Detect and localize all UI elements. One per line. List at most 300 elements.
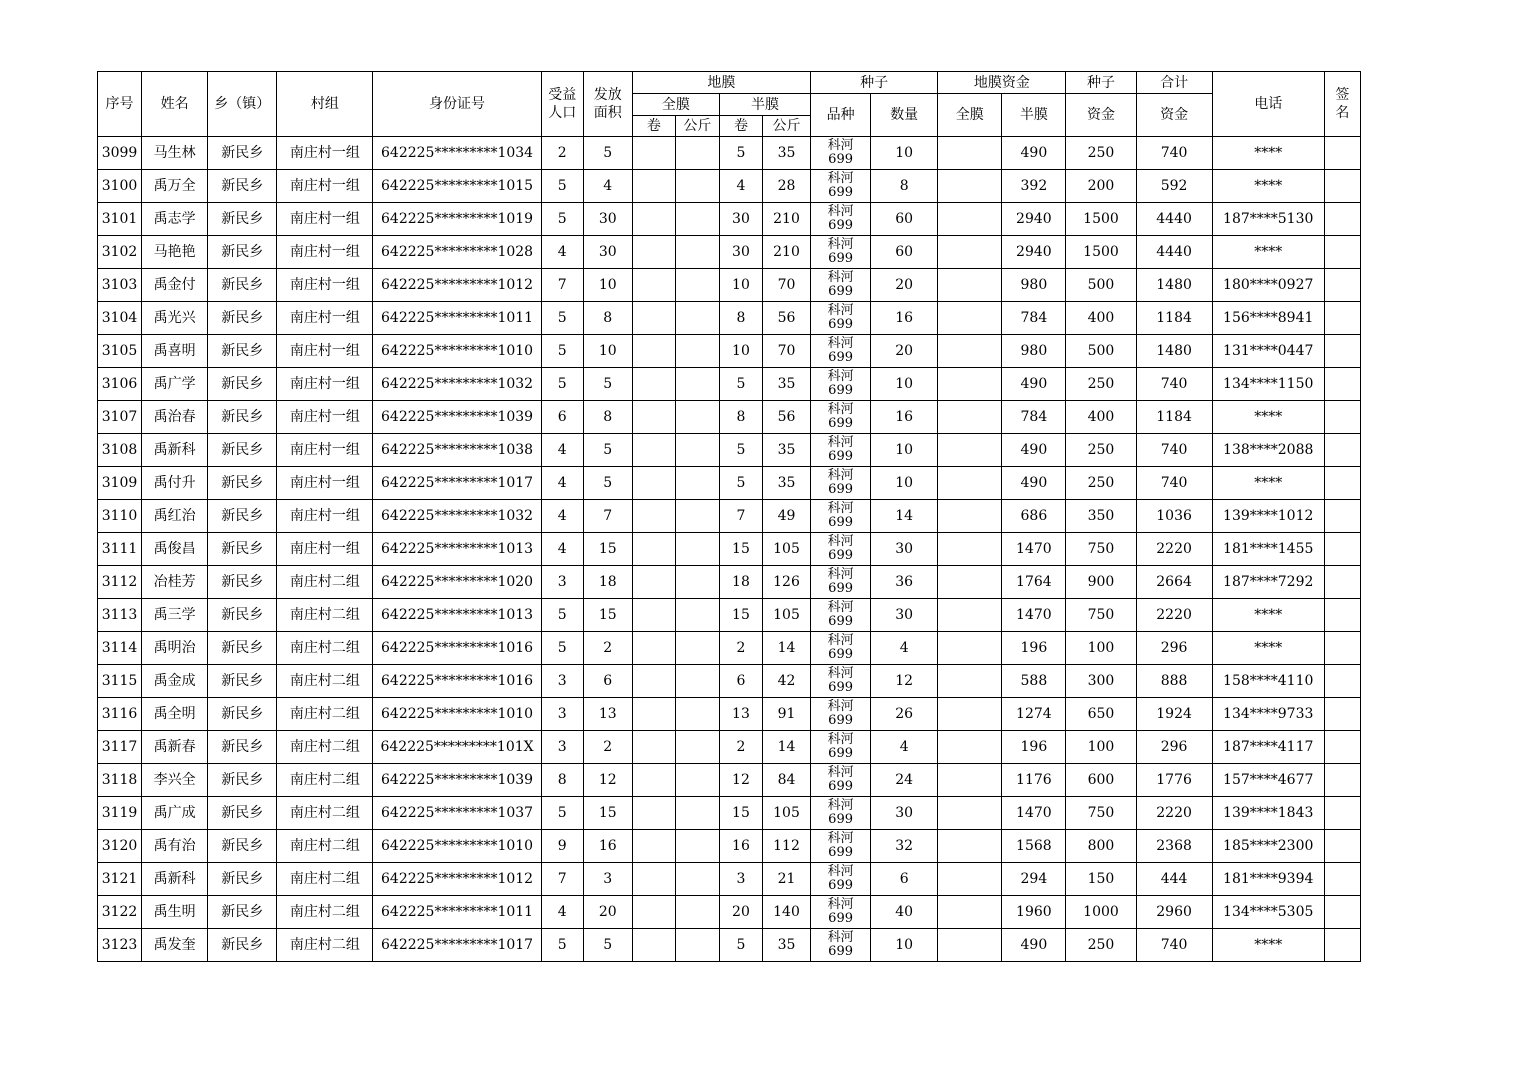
variety-line1: 科河 [827, 402, 854, 417]
cell-seed-fund: 250 [1066, 137, 1136, 170]
cell-area: 20 [583, 896, 632, 929]
cell-fund-full [938, 467, 1002, 500]
cell-half-kg: 105 [762, 533, 810, 566]
cell-total: 2368 [1136, 830, 1212, 863]
table-row [98, 533, 1361, 566]
table-row [98, 830, 1361, 863]
cell-seq: 3119 [98, 797, 142, 830]
header-name: 姓名 [142, 72, 208, 137]
cell-fund-half: 2940 [1002, 236, 1066, 269]
cell-fund-full [938, 368, 1002, 401]
cell-seed-fund: 300 [1066, 665, 1136, 698]
cell-seq: 3117 [98, 731, 142, 764]
cell-village-group: 南庄村一组 [277, 368, 373, 401]
variety-line2: 699 [828, 317, 853, 332]
cell-total: 740 [1136, 137, 1212, 170]
cell-beneficiaries: 5 [541, 368, 583, 401]
cell-quantity: 8 [871, 170, 938, 203]
cell-id-number: 642225*********1019 [373, 203, 541, 236]
cell-fund-half: 588 [1002, 665, 1066, 698]
cell-fund-half: 686 [1002, 500, 1066, 533]
cell-seq: 3105 [98, 335, 142, 368]
cell-quantity: 36 [871, 566, 938, 599]
variety-line2: 699 [828, 647, 853, 662]
variety-line2: 699 [828, 845, 853, 860]
cell-half-roll: 8 [719, 302, 762, 335]
cell-quantity: 60 [871, 236, 938, 269]
cell-sign [1324, 863, 1360, 896]
cell-beneficiaries: 2 [541, 137, 583, 170]
cell-phone: 134****5305 [1212, 896, 1324, 929]
cell-half-kg: 70 [762, 335, 810, 368]
cell-half-roll: 15 [719, 533, 762, 566]
cell-phone: **** [1212, 137, 1324, 170]
distribution-table [97, 71, 1361, 962]
cell-phone: **** [1212, 632, 1324, 665]
variety-line1: 科河 [827, 270, 854, 285]
cell-quantity: 20 [871, 335, 938, 368]
cell-beneficiaries: 7 [541, 863, 583, 896]
cell-area: 5 [583, 929, 632, 962]
cell-quantity: 10 [871, 368, 938, 401]
cell-fund-half: 196 [1002, 632, 1066, 665]
header-beneficiaries [541, 72, 583, 137]
cell-name: 禹三学 [142, 599, 208, 632]
cell-full-kg [675, 665, 719, 698]
cell-township: 新民乡 [208, 401, 277, 434]
cell-village-group: 南庄村一组 [277, 434, 373, 467]
cell-sign [1324, 929, 1360, 962]
cell-half-kg: 56 [762, 302, 810, 335]
cell-seq: 3111 [98, 533, 142, 566]
cell-village-group: 南庄村一组 [277, 302, 373, 335]
table-row [98, 467, 1361, 500]
cell-total: 592 [1136, 170, 1212, 203]
cell-id-number: 642225*********1038 [373, 434, 541, 467]
cell-phone: **** [1212, 401, 1324, 434]
cell-name: 禹新春 [142, 731, 208, 764]
cell-total: 1184 [1136, 302, 1212, 335]
cell-half-kg: 70 [762, 269, 810, 302]
cell-quantity: 4 [871, 632, 938, 665]
cell-sign [1324, 137, 1360, 170]
cell-township: 新民乡 [208, 170, 277, 203]
cell-village-group: 南庄村一组 [277, 269, 373, 302]
cell-quantity: 10 [871, 137, 938, 170]
header-half-roll: 卷 [719, 116, 762, 137]
cell-sign [1324, 599, 1360, 632]
cell-variety [811, 764, 871, 797]
cell-seq: 3115 [98, 665, 142, 698]
header-village-group: 村组 [277, 72, 373, 137]
cell-seed-fund: 900 [1066, 566, 1136, 599]
cell-phone: 180****0927 [1212, 269, 1324, 302]
table-row [98, 863, 1361, 896]
cell-fund-half: 294 [1002, 863, 1066, 896]
cell-fund-full [938, 929, 1002, 962]
cell-id-number: 642225*********1037 [373, 797, 541, 830]
table-body [98, 137, 1361, 962]
cell-fund-full [938, 698, 1002, 731]
cell-name: 禹明治 [142, 632, 208, 665]
table-row [98, 599, 1361, 632]
cell-total: 1184 [1136, 401, 1212, 434]
cell-name: 马艳艳 [142, 236, 208, 269]
variety-line1: 科河 [827, 798, 854, 813]
cell-name: 禹全明 [142, 698, 208, 731]
cell-total: 1480 [1136, 335, 1212, 368]
cell-full-roll [632, 434, 675, 467]
cell-half-kg: 140 [762, 896, 810, 929]
cell-village-group: 南庄村一组 [277, 401, 373, 434]
cell-fund-full [938, 269, 1002, 302]
cell-variety [811, 896, 871, 929]
cell-fund-half: 1470 [1002, 533, 1066, 566]
cell-name: 禹光兴 [142, 302, 208, 335]
cell-seed-fund: 750 [1066, 599, 1136, 632]
cell-sign [1324, 203, 1360, 236]
table-row [98, 236, 1361, 269]
header-area-line1: 发放 [593, 87, 622, 103]
cell-full-roll [632, 170, 675, 203]
cell-fund-half: 490 [1002, 368, 1066, 401]
cell-beneficiaries: 9 [541, 830, 583, 863]
cell-id-number: 642225*********1016 [373, 632, 541, 665]
cell-township: 新民乡 [208, 566, 277, 599]
cell-fund-full [938, 599, 1002, 632]
cell-variety [811, 863, 871, 896]
cell-quantity: 12 [871, 665, 938, 698]
cell-township: 新民乡 [208, 632, 277, 665]
table-header [98, 72, 1361, 137]
cell-id-number: 642225*********1010 [373, 698, 541, 731]
cell-id-number: 642225*********1020 [373, 566, 541, 599]
cell-full-roll [632, 896, 675, 929]
cell-full-kg [675, 863, 719, 896]
cell-seed-fund: 750 [1066, 533, 1136, 566]
header-sign-line1: 签 [1335, 87, 1350, 103]
cell-phone: 131****0447 [1212, 335, 1324, 368]
cell-phone: 158****4110 [1212, 665, 1324, 698]
cell-sign [1324, 830, 1360, 863]
cell-full-roll [632, 269, 675, 302]
cell-half-kg: 35 [762, 368, 810, 401]
cell-variety [811, 137, 871, 170]
variety-line1: 科河 [827, 171, 854, 186]
cell-fund-half: 784 [1002, 302, 1066, 335]
table-row [98, 929, 1361, 962]
cell-id-number: 642225*********1034 [373, 137, 541, 170]
cell-township: 新民乡 [208, 698, 277, 731]
cell-name: 马生林 [142, 137, 208, 170]
cell-half-kg: 14 [762, 632, 810, 665]
cell-variety [811, 533, 871, 566]
cell-id-number: 642225*********1012 [373, 269, 541, 302]
cell-full-kg [675, 203, 719, 236]
header-beneficiaries-line1: 受益 [548, 87, 577, 103]
cell-full-roll [632, 665, 675, 698]
cell-fund-half: 490 [1002, 467, 1066, 500]
cell-quantity: 30 [871, 533, 938, 566]
cell-full-roll [632, 401, 675, 434]
cell-seed-fund: 400 [1066, 302, 1136, 335]
cell-seq: 3113 [98, 599, 142, 632]
cell-fund-half: 392 [1002, 170, 1066, 203]
cell-beneficiaries: 5 [541, 797, 583, 830]
cell-quantity: 26 [871, 698, 938, 731]
cell-quantity: 60 [871, 203, 938, 236]
cell-variety [811, 368, 871, 401]
cell-full-roll [632, 302, 675, 335]
cell-fund-half: 980 [1002, 335, 1066, 368]
variety-line2: 699 [828, 911, 853, 926]
cell-township: 新民乡 [208, 533, 277, 566]
cell-full-roll [632, 797, 675, 830]
cell-fund-full [938, 302, 1002, 335]
cell-variety [811, 170, 871, 203]
cell-fund-half: 1274 [1002, 698, 1066, 731]
cell-fund-full [938, 533, 1002, 566]
cell-village-group: 南庄村二组 [277, 731, 373, 764]
cell-village-group: 南庄村二组 [277, 896, 373, 929]
cell-name: 禹金成 [142, 665, 208, 698]
cell-variety [811, 929, 871, 962]
cell-full-kg [675, 500, 719, 533]
cell-variety [811, 335, 871, 368]
cell-half-kg: 126 [762, 566, 810, 599]
cell-beneficiaries: 5 [541, 599, 583, 632]
cell-village-group: 南庄村二组 [277, 863, 373, 896]
table-row [98, 698, 1361, 731]
cell-variety [811, 632, 871, 665]
cell-sign [1324, 632, 1360, 665]
variety-line2: 699 [828, 152, 853, 167]
table-row [98, 434, 1361, 467]
variety-line1: 科河 [827, 336, 854, 351]
cell-phone: 139****1012 [1212, 500, 1324, 533]
cell-full-roll [632, 335, 675, 368]
cell-seed-fund: 500 [1066, 269, 1136, 302]
cell-beneficiaries: 5 [541, 929, 583, 962]
variety-line1: 科河 [827, 732, 854, 747]
variety-line2: 699 [828, 614, 853, 629]
cell-quantity: 16 [871, 401, 938, 434]
cell-half-roll: 30 [719, 203, 762, 236]
cell-half-roll: 5 [719, 368, 762, 401]
cell-beneficiaries: 7 [541, 269, 583, 302]
cell-village-group: 南庄村一组 [277, 203, 373, 236]
cell-area: 2 [583, 632, 632, 665]
cell-half-kg: 42 [762, 665, 810, 698]
cell-area: 30 [583, 203, 632, 236]
variety-line1: 科河 [827, 600, 854, 615]
header-phone: 电话 [1212, 72, 1324, 137]
cell-village-group: 南庄村一组 [277, 467, 373, 500]
cell-variety [811, 467, 871, 500]
variety-line1: 科河 [827, 897, 854, 912]
cell-fund-full [938, 500, 1002, 533]
cell-name: 禹金付 [142, 269, 208, 302]
cell-seq: 3109 [98, 467, 142, 500]
cell-half-kg: 112 [762, 830, 810, 863]
cell-township: 新民乡 [208, 896, 277, 929]
cell-half-kg: 84 [762, 764, 810, 797]
cell-beneficiaries: 3 [541, 698, 583, 731]
cell-full-roll [632, 203, 675, 236]
cell-seed-fund: 600 [1066, 764, 1136, 797]
cell-total: 1036 [1136, 500, 1212, 533]
table-row [98, 896, 1361, 929]
cell-township: 新民乡 [208, 830, 277, 863]
variety-line2: 699 [828, 482, 853, 497]
cell-beneficiaries: 5 [541, 170, 583, 203]
header-full-film: 全膜 [632, 94, 719, 116]
cell-quantity: 32 [871, 830, 938, 863]
cell-fund-half: 1764 [1002, 566, 1066, 599]
cell-sign [1324, 566, 1360, 599]
cell-township: 新民乡 [208, 137, 277, 170]
cell-phone: **** [1212, 929, 1324, 962]
cell-name: 冶桂芳 [142, 566, 208, 599]
cell-sign [1324, 170, 1360, 203]
cell-fund-full [938, 863, 1002, 896]
cell-name: 禹生明 [142, 896, 208, 929]
variety-line2: 699 [828, 812, 853, 827]
cell-id-number: 642225*********1016 [373, 665, 541, 698]
cell-total: 740 [1136, 929, 1212, 962]
cell-full-kg [675, 797, 719, 830]
cell-village-group: 南庄村二组 [277, 665, 373, 698]
header-seq: 序号 [98, 72, 142, 137]
cell-phone: **** [1212, 236, 1324, 269]
variety-line2: 699 [828, 713, 853, 728]
cell-seq: 3102 [98, 236, 142, 269]
header-area [583, 72, 632, 137]
cell-beneficiaries: 3 [541, 566, 583, 599]
cell-village-group: 南庄村二组 [277, 632, 373, 665]
cell-variety [811, 566, 871, 599]
cell-variety [811, 401, 871, 434]
cell-area: 7 [583, 500, 632, 533]
cell-name: 禹付升 [142, 467, 208, 500]
cell-phone: 139****1843 [1212, 797, 1324, 830]
cell-fund-full [938, 236, 1002, 269]
cell-full-kg [675, 434, 719, 467]
cell-half-kg: 35 [762, 929, 810, 962]
cell-name: 禹喜明 [142, 335, 208, 368]
cell-seed-fund: 500 [1066, 335, 1136, 368]
cell-seq: 3122 [98, 896, 142, 929]
table-row [98, 335, 1361, 368]
variety-line2: 699 [828, 284, 853, 299]
cell-id-number: 642225*********1032 [373, 368, 541, 401]
header-total-line1: 合计 [1136, 72, 1212, 94]
cell-quantity: 24 [871, 764, 938, 797]
cell-fund-half: 1176 [1002, 764, 1066, 797]
cell-sign [1324, 533, 1360, 566]
cell-beneficiaries: 5 [541, 335, 583, 368]
cell-sign [1324, 698, 1360, 731]
cell-seq: 3120 [98, 830, 142, 863]
cell-fund-full [938, 764, 1002, 797]
cell-township: 新民乡 [208, 599, 277, 632]
header-beneficiaries-line2: 人口 [548, 105, 577, 121]
cell-name: 禹新科 [142, 434, 208, 467]
cell-sign [1324, 665, 1360, 698]
cell-total: 740 [1136, 368, 1212, 401]
cell-half-roll: 18 [719, 566, 762, 599]
cell-quantity: 20 [871, 269, 938, 302]
cell-full-kg [675, 269, 719, 302]
variety-line2: 699 [828, 680, 853, 695]
cell-quantity: 6 [871, 863, 938, 896]
cell-variety [811, 236, 871, 269]
cell-township: 新民乡 [208, 203, 277, 236]
cell-seq: 3100 [98, 170, 142, 203]
cell-total: 1480 [1136, 269, 1212, 302]
cell-area: 16 [583, 830, 632, 863]
cell-fund-full [938, 731, 1002, 764]
cell-beneficiaries: 4 [541, 896, 583, 929]
variety-line2: 699 [828, 515, 853, 530]
cell-id-number: 642225*********1011 [373, 302, 541, 335]
cell-township: 新民乡 [208, 929, 277, 962]
variety-line2: 699 [828, 779, 853, 794]
variety-line1: 科河 [827, 666, 854, 681]
cell-full-roll [632, 533, 675, 566]
cell-village-group: 南庄村一组 [277, 236, 373, 269]
cell-full-roll [632, 467, 675, 500]
cell-seed-fund: 800 [1066, 830, 1136, 863]
cell-half-roll: 8 [719, 401, 762, 434]
cell-fund-half: 1960 [1002, 896, 1066, 929]
cell-seed-fund: 1500 [1066, 236, 1136, 269]
cell-sign [1324, 896, 1360, 929]
cell-village-group: 南庄村一组 [277, 170, 373, 203]
cell-township: 新民乡 [208, 335, 277, 368]
cell-half-roll: 2 [719, 731, 762, 764]
cell-half-kg: 21 [762, 863, 810, 896]
cell-township: 新民乡 [208, 302, 277, 335]
cell-seq: 3106 [98, 368, 142, 401]
cell-fund-full [938, 170, 1002, 203]
header-seed-funds-line2: 资金 [1066, 94, 1136, 137]
cell-fund-half: 784 [1002, 401, 1066, 434]
cell-id-number: 642225*********1011 [373, 896, 541, 929]
cell-fund-half: 1470 [1002, 599, 1066, 632]
variety-line2: 699 [828, 185, 853, 200]
cell-phone: 187****4117 [1212, 731, 1324, 764]
cell-beneficiaries: 4 [541, 434, 583, 467]
variety-line1: 科河 [827, 567, 854, 582]
table-row [98, 302, 1361, 335]
cell-quantity: 16 [871, 302, 938, 335]
cell-full-kg [675, 566, 719, 599]
cell-beneficiaries: 5 [541, 203, 583, 236]
cell-beneficiaries: 3 [541, 731, 583, 764]
cell-sign [1324, 302, 1360, 335]
header-full-roll: 卷 [632, 116, 675, 137]
cell-beneficiaries: 4 [541, 467, 583, 500]
cell-id-number: 642225*********1013 [373, 533, 541, 566]
cell-half-kg: 28 [762, 170, 810, 203]
cell-half-kg: 56 [762, 401, 810, 434]
cell-sign [1324, 797, 1360, 830]
cell-area: 15 [583, 533, 632, 566]
cell-area: 5 [583, 467, 632, 500]
cell-name: 禹万全 [142, 170, 208, 203]
cell-seq: 3099 [98, 137, 142, 170]
